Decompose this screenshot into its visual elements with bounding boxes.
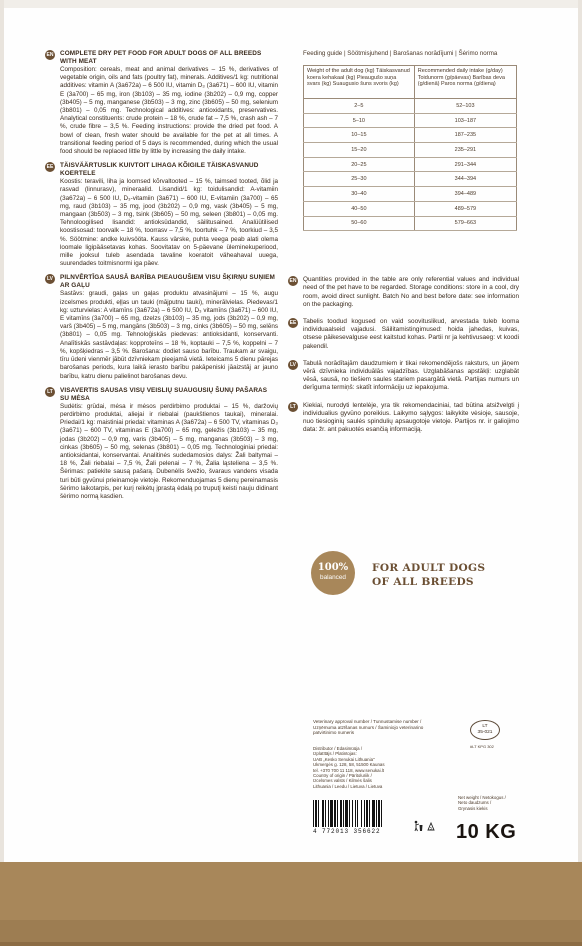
note-lv: [289, 359, 519, 393]
distributor-line: Distributor / Edasimüüja /: [313, 746, 363, 751]
feeding-weight-cell: 5–10: [304, 113, 415, 128]
barcode-bars: [313, 800, 409, 827]
notes-section: [289, 276, 519, 434]
feeding-weight-cell: 2–5: [304, 99, 415, 114]
lt-code: #LT KPG 302: [470, 744, 494, 749]
feeding-intake-cell: 291–344: [414, 157, 516, 172]
vet-line-3: patvirtinimo numeris: [313, 730, 355, 736]
feeding-intake-cell: 344–394: [414, 172, 516, 187]
lt-oval-line-1: LT: [482, 724, 488, 729]
language-column: [46, 50, 278, 507]
note-ee: [289, 318, 519, 351]
barcode-number: 4 772013 356622: [313, 828, 381, 835]
language-body: Sastāvs: graudi, gaļas un gaļas produktu atvasinājumi – 15 %, augu izcelsmes produkti, eļļas un tauki (mājputnu tauki), minerālvielas. Piedevas/1 kg: uzturvielas: A vitamīns (3a672a) – 6 500 IU, D₃ vitamīns (3a671) – 600 IU, E vitamīns (3a700) – 65 mg, dzelzs (3b103) – 35 mg, jods (3b202) – 0,9 mg, varš (3b405) – 5 mg, mangāns (3b503) – 3 mg, cinks (3b605) – 50 mg, selēns (3b801) – 0,05 mg. Tehnoloģiskās piedevas: antioksidanti, konservanti. Analītiskās sastāvdaļas: kopproteīns – 18 %, koptauki – 7,5 %, koppelni – 7 %, kopšķiedras – 3,5 %. Barošana: dodiet sauso barību. Traukam ar svaigu, tīru ūdeni vienmēr jābūt dzīvniekam pieejamā vietā. Ieteicams 5 dienu pārejas barošanas periods, kura laikā ierasto barību pakāpeniski jāaizstāj ar jauno barību, katru dienu palielinot barošanas devu.: [60, 290, 278, 380]
feeding-table-row: [304, 113, 517, 128]
language-body: Sudėtis: grūdai, mėsa ir mėsos perdirbimo produktai – 15 %, daržovių perdirbimo produktai, aliejai ir riebalai (paukštienos taukai), mineralai. Priedai/1 kg: maistiniai priedai: vitaminas A (3a672a) – 6 500 TV, vitaminas D₃ (3a671) – 600 TV, vitaminas E (3a700) – 65 mg, geležis (3b103) – 35 mg, jodas (3b202) – 0,9 mg, varis (3b405) – 5 mg, manganas (3b503) – 3 mg, cinkas (3b605) – 50 mg, selenas (3b801) – 0,05 mg. Technologiniai priedai: antioksidantai, konservantai. Analitinės sudedamosios dalys: Žali baltymai – 18 %, Žali riebalai – 7,5 %, Žali pelenai – 7 %, Žalia ląsteliena – 3,5 %. Šėrimas: patiekite sausą pašarą. Dubenėlis švežio, švaraus vandens visada turi būti gyvūnui prieinamoje vietoje. Rekomenduojamas 5 dienų pereinamasis šėrimo laikotarpis, per kurį reikėtų įprastą ėdalą po truputį keisti nauju didinant šėrimo normą kasdien.: [60, 402, 278, 500]
language-block-lt: [47, 386, 278, 501]
tagline: [372, 561, 485, 589]
language-block-lv: [46, 274, 278, 380]
feeding-intake-cell: 103–187: [414, 113, 516, 128]
distributor-line: Country of origin / Päritoluriik /: [313, 773, 372, 779]
feeding-intake-cell: 394–489: [414, 187, 516, 202]
feeding-intake-cell: 579–663: [414, 216, 516, 231]
feeding-col-weight-header: Weight of the adult dog (kg) Täiskasvanud koera kehakaal (kg) Pieaugušo suņa svars (kg) Suaugusio šuns svoris (kg): [304, 66, 415, 99]
barcode: [313, 800, 409, 836]
note-text: Tabelis toodud kogused on vaid soovituslikud, arvestada tuleb looma individuaalseid vajadusi. Säilitamistingimused: hoida jahedas, kuivas, otsese päikesevalguse eest kaitstud kohas. Partii nr ja kehtivusaeg: vt koodi pakendil.: [303, 318, 519, 350]
vet-approval: [313, 719, 423, 736]
language-title: TÄISVÄÄRTUSLIK KUIVTOIT LIHAGA KÕIGILE TÄISKASVANUD KOERTELE: [60, 162, 259, 178]
language-title: PILNVĒRTĪGA SAUSĀ BARĪBA PIEAUGUŠIEM VISU ŠĶIRŅU SUŅIEM AR GAĻU: [60, 274, 275, 290]
net-weight-line: Net weight / Netokogus /: [458, 795, 506, 800]
language-body: Composition: cereals, meat and animal derivatives – 15 %, derivatives of vegetable origin, oils and fats (poultry fat), minerals. Additives/1 kg: nutritional additives: vitamin A (3a672a) – 6 500 IU, vitamin D₃ (3a671) – 600 IU, vitamin E (3a700) – 65 mg, iron (3b103) – 35 mg, iodine (3b202) – 0,9 mg, copper (3b405) – 5 mg, manganese (3b503) – 3 mg, zinc (3b605) – 50 mg, selenium (3b801) – 0,05 mg. Technological additives: antioxidants, preservatives. Analytical constituents: crude protein – 18 %, crude fat – 7,5 %, crash ash – 7 %, crude fibre – 3,5 %. Feeding instructions: provide the dried pet food. A bowl of clean, fresh water should be available for the pet at all times. A transitional feeding period of 5 days is recommended, during which the usual food should be replaced little by little by increasing the daily intake.: [60, 66, 278, 156]
feeding-intake-cell: 489–579: [414, 201, 516, 216]
bottom-seam: [0, 942, 582, 946]
feeding-intake-cell: 52–103: [414, 99, 516, 114]
lt-approval-oval: [470, 720, 500, 740]
feeding-weight-cell: 15–20: [304, 143, 415, 158]
feeding-col-intake-header: Recommended daily intake (g/day) Toidunorm (g/päevas) Barības deva (g/dienā) Paros norma (g/dieną): [414, 66, 516, 99]
distributor-info: [313, 746, 385, 789]
feeding-table-row: [304, 157, 517, 172]
distributor-line: Lithuania / Leedu / Lietuva / Lietuva: [313, 783, 383, 789]
right-edge: [578, 0, 582, 946]
distributor-line: Ukmergės g. 128, 58, 51500 Kaunas: [313, 762, 385, 768]
language-code-badge: LV: [46, 276, 54, 283]
lt-oval-line-2: 35-021: [477, 730, 493, 735]
left-edge: [0, 0, 4, 946]
note-code-badge: EN: [289, 278, 297, 285]
feeding-table: [303, 65, 517, 231]
feeding-table-row: [304, 143, 517, 158]
net-weight-label: [458, 795, 506, 811]
feeding-weight-cell: 10–15: [304, 128, 415, 143]
note-text: Kiekiai, nurodyti lentelėje, yra tik rekomendaciniai, tad būtina atsižvelgti į individualius gyvūno poreikius. Laikymo sąlygos: laikykite vėsioje, sausoje, nuo tiesioginių saulės spindulių apsaugotoje vietoje. Partijos nr. ir galiojimo data: žr. ant pakuotės esančią informaciją.: [303, 401, 519, 434]
note-text: Tabulā norādītajām daudzumiem ir tikai rekomendējošs raksturs, un jāņem vērā dzīvnieka individuālās vajadzības. Uzglabāšanas apstākļi: uzglabāt vēsā, sausā, no tiešiem saules stariem pasargātā vietā. Partijas numurs un derīguma termiņš: skatīt informāciju uz iepakojuma.: [303, 359, 519, 392]
net-weight-line: Neto daudzums /: [458, 800, 492, 806]
note-code-badge: LV: [289, 361, 297, 368]
language-block-ee: [46, 162, 278, 268]
language-title: VISAVERTIS SAUSAS VISŲ VEISLIŲ SUAUGUSIŲ ŠUNŲ PAŠARAS SU MĖSA: [60, 386, 268, 402]
distributor-line: Izcelsmes valsts / Kilmės šalis: [313, 778, 372, 784]
note-code-badge: LT: [288, 402, 298, 412]
feeding-table-row: [304, 201, 517, 216]
language-block-en: [46, 50, 278, 156]
net-weight-value: 10 KG: [456, 821, 517, 843]
distributor-line: Izplatītājs / Platintojas:: [313, 751, 357, 757]
recycle-icon: [426, 820, 436, 832]
feeding-intake-cell: 187–235: [414, 128, 516, 143]
feeding-table-row: [304, 172, 517, 187]
vet-line-2: Uzņēmuma atzīšanas numurs / Šaminiojo veterinarino: [313, 724, 424, 730]
feeding-column: [289, 50, 519, 443]
feeding-guide-heading: Feeding guide | Söötmisjuhend | Barošanas norādījumi | Šėrimo norma: [303, 50, 498, 57]
note-lt: [290, 401, 519, 435]
recycling-icons: [413, 820, 436, 832]
feeding-weight-cell: 50–60: [304, 216, 415, 231]
language-code-badge: EN: [46, 52, 54, 58]
distributor-line: tel. +370 700 11 118, www.senukai.lt: [313, 767, 384, 773]
balanced-badge: [311, 551, 355, 595]
bottom-brown-band: [0, 862, 582, 946]
feeding-weight-cell: 25–30: [304, 172, 415, 187]
tagline-line-2: OF ALL BREEDS: [372, 576, 474, 588]
balanced-label: balanced: [320, 574, 346, 581]
feeding-table-row: [304, 99, 517, 114]
language-code-badge: EE: [46, 164, 54, 171]
note-code-badge: EE: [289, 320, 297, 326]
top-seam: [0, 0, 582, 8]
language-title: COMPLETE DRY PET FOOD FOR ADULT DOGS OF ALL BREEDS WITH MEAT: [60, 50, 262, 65]
vet-line-1: Veterinary approval number / Tunnustamise number /: [313, 719, 422, 724]
feeding-weight-cell: 40–50: [304, 201, 415, 216]
note-text: Quantities provided in the table are only referential values and individual need of the pet have to be regarded. Storage conditions: store in a cool, dry room, avoid direct sunlight. Batch No and best before date: see information on the packaging.: [303, 276, 519, 308]
distributor-line: UAB „Kesko Senukai Lithuania": [313, 756, 375, 762]
language-body: Koostis: teravili, liha ja loomsed kõrvaltooted – 15 %, taimsed tooted, õlid ja rasvad (linnurasv), mineraalid. Lisandid/1 kg: toidulisandid: A-vitamiin (3a672a) – 6 500 IU, D₃-vitamiin (3a671) – 600 IU, E-vitamiin (3a700) – 65 mg, raud (3b103) – 35 mg, jood (3b202) – 0,9 mg, vask (3b405) – 5 mg, mangaan (3b503) – 3 mg, tsink (3b605) – 50 mg, seleen (3b801) – 0,05 mg. Tehnoloogilised lisandid: antioksüdandid, säilitusained. Analüütilised koostisosad: toorvalk – 18 %, toorrasv – 7,5 %, toortuhk – 7 %, toorkiud – 3,5 %. Söötmine: andke kuivsööta. Kauss värske, puhta veega peab alati olema loomale ligipääsetavas kohas. Soovitatav on 5-päevane üleminekuperiood, mille jooksul tuleb asendada tavaline koeratoit väheahaval uuega, suurendades toitmisnormi iga päev.: [60, 178, 278, 268]
tagline-line-1: FOR ADULT DOGS: [372, 562, 486, 574]
language-code-badge: LT: [45, 387, 55, 397]
feeding-table-row: [304, 216, 517, 231]
note-en: [289, 276, 519, 309]
balanced-percent: 100%: [317, 562, 349, 573]
feeding-table-row: [304, 187, 517, 202]
svg-text:5: 5: [429, 826, 433, 831]
net-weight-line: Grynasis kiekis: [458, 805, 488, 811]
feeding-weight-cell: 20–25: [304, 157, 415, 172]
feeding-intake-cell: 235–291: [414, 143, 516, 158]
tidyman-icon: [413, 820, 423, 832]
feeding-table-row: [304, 128, 517, 143]
feeding-weight-cell: 30–40: [304, 187, 415, 202]
